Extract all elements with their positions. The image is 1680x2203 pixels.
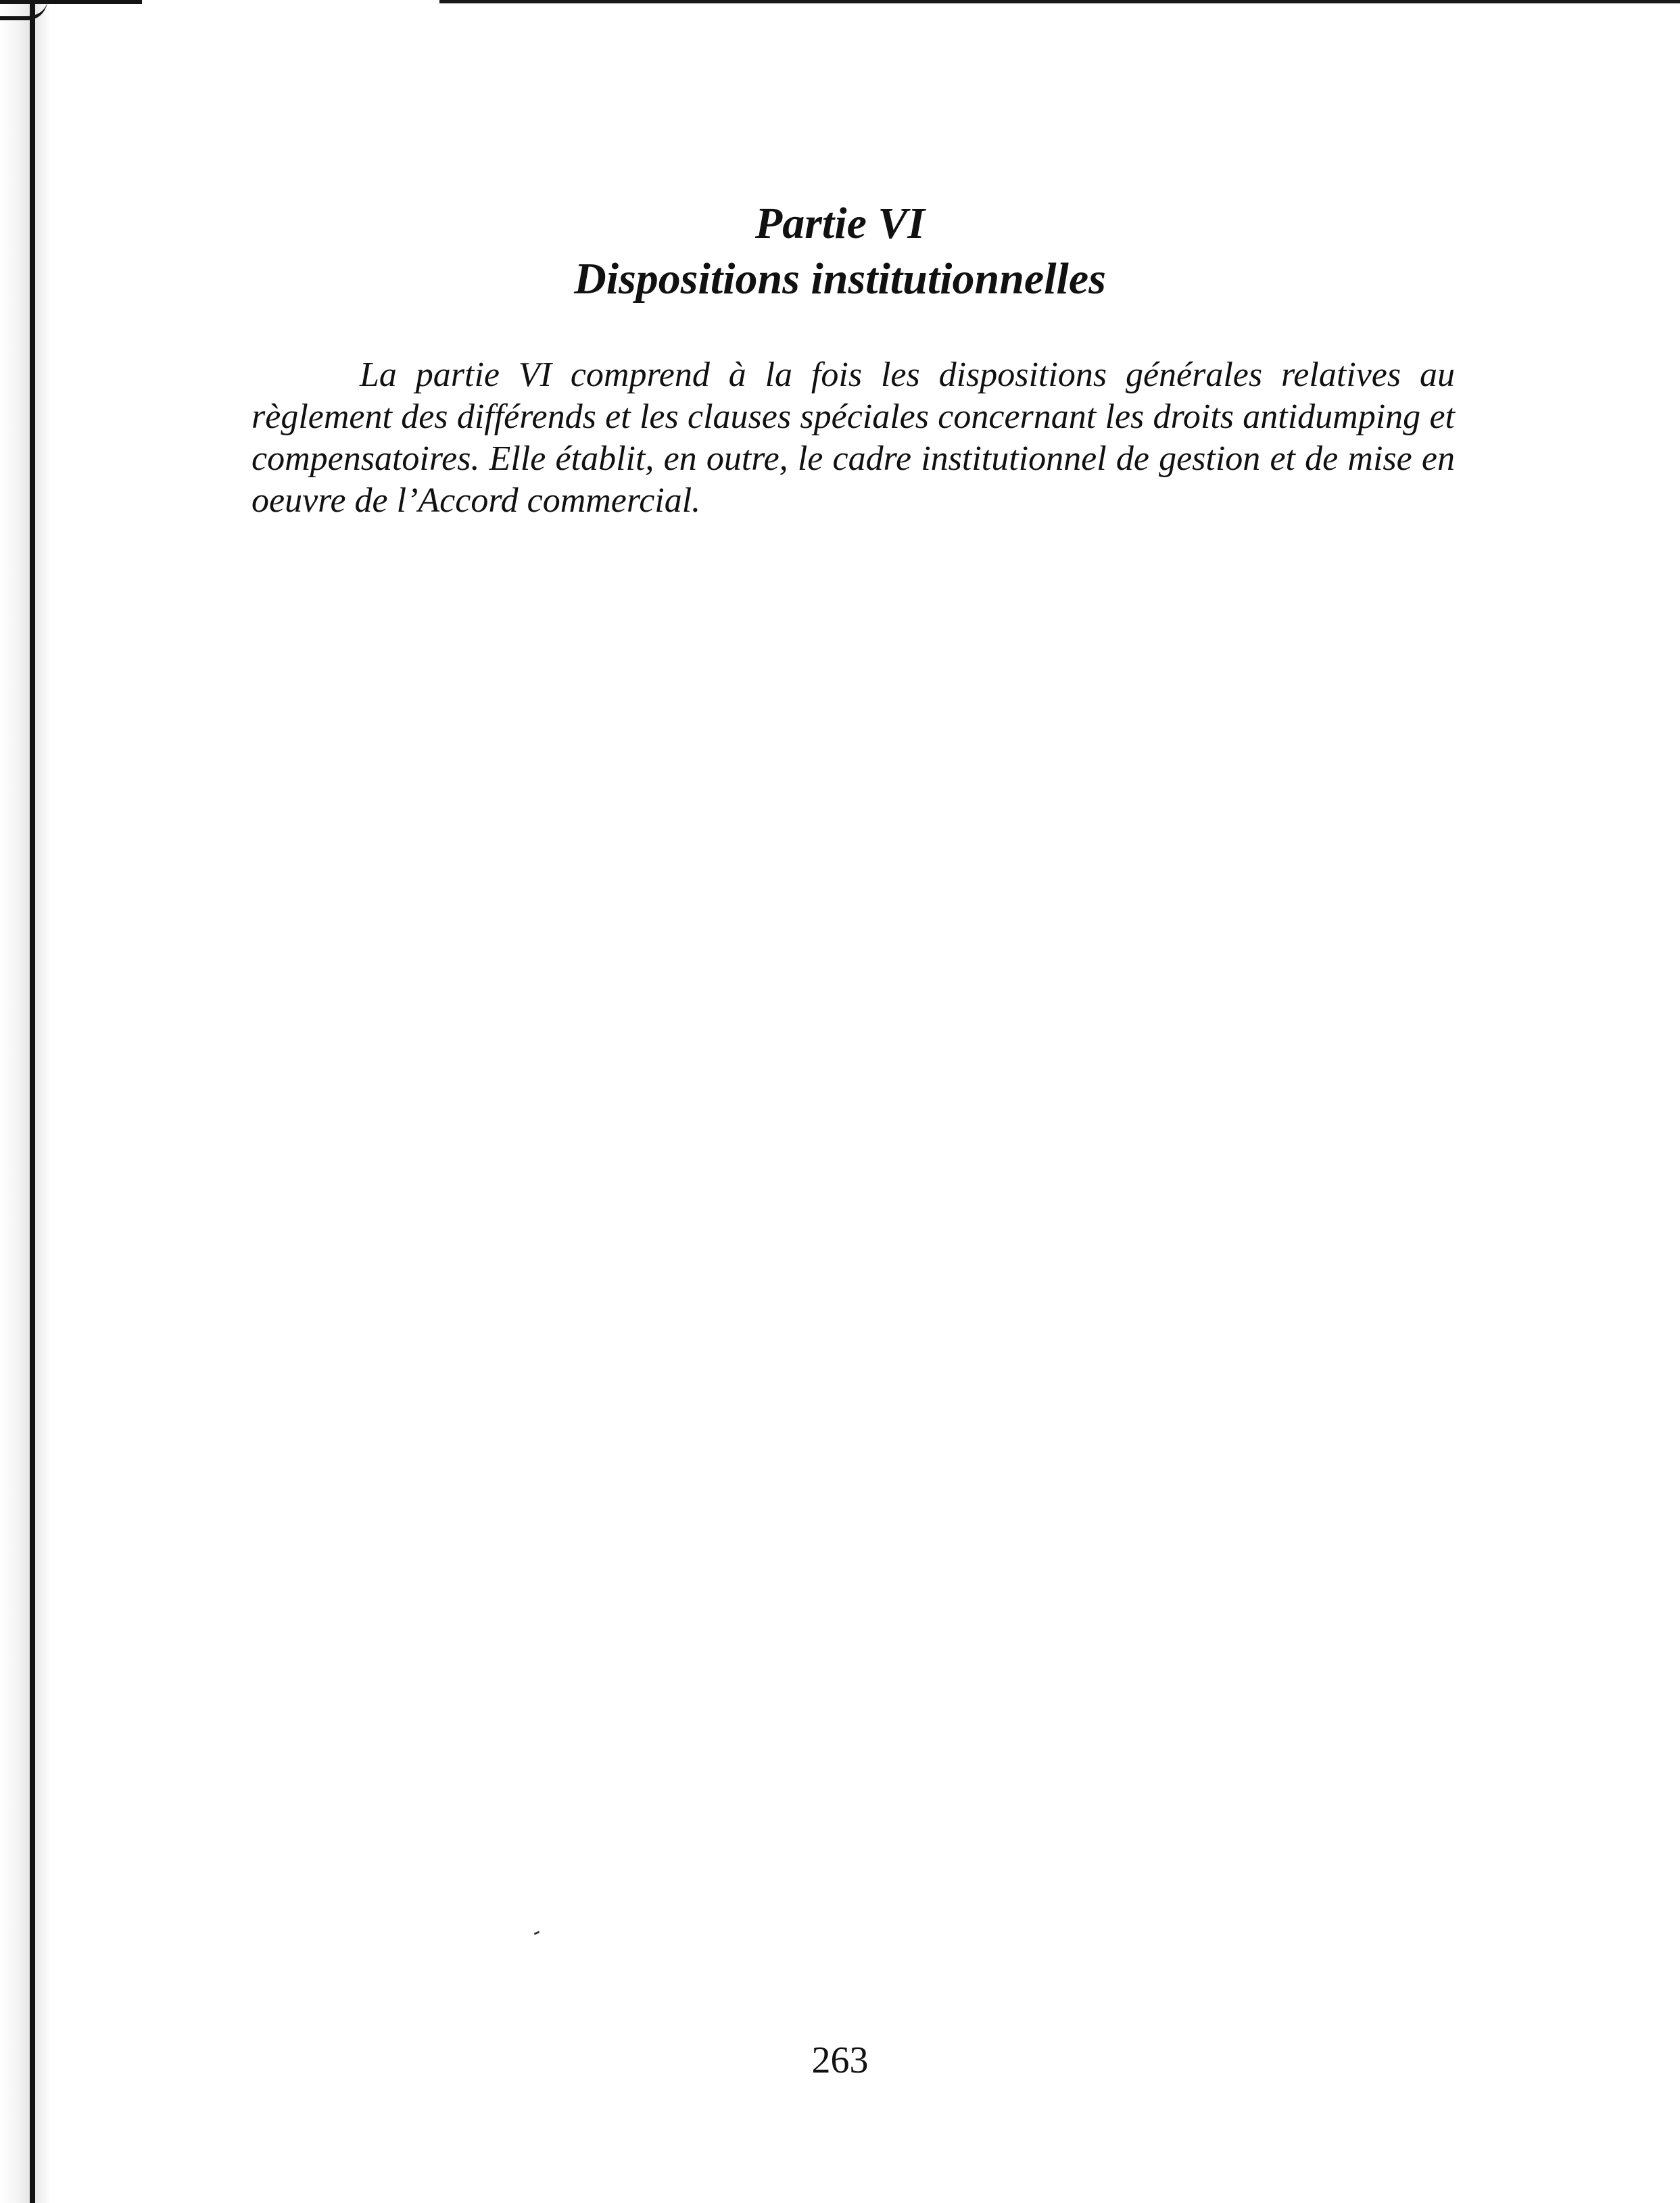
intro-paragraph: La partie VI comprend à la fois les dispositions générales relatives au règlement des différends et les clauses spéciales concernant les droits antidumping et compensatoires. Elle établit, en outre, le cadre institutionnel de gestion et de mise en oeuvre de l’Accord commercial. [251,356,1455,520]
part-title: Partie VI [754,199,926,248]
binding-edge [30,0,35,2203]
scan-speck [534,1931,540,1935]
page-number: 263 [811,2039,869,2081]
part-heading [0,196,1680,307]
top-rule-right [439,0,1680,3]
part-subtitle: Dispositions institutionnelles [574,254,1106,304]
binding-shadow-inner [35,0,50,2203]
binding-shadow [0,0,30,2203]
